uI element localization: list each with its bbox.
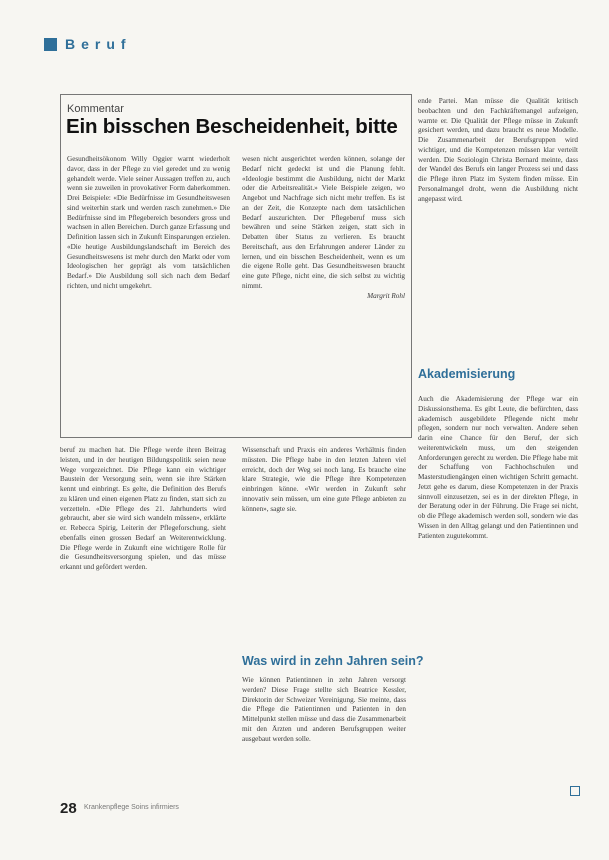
kommentar-box [60, 94, 412, 438]
lower-text-2b: Wie können Patientinnen in zehn Jahren versorgt werden? Diese Frage stellte sich Beatrice Kessler, Direktorin der Schweizer Vereinigung. Sie meinte, dass die Pflege die Patientinnen und Patienten in den Mittelpunkt stellen müsse und dass die Zusammenarbeit mit den Ärzten und anderen Berufsgruppen weiter ausgebaut werden solle. [242, 676, 406, 743]
section-label: Beruf [65, 36, 132, 52]
kommentar-text-1: Gesundheitsökonom Willy Oggier warnt wiederholt davor, dass in der Pflege zu viel geredet und zu wenig gehandelt werde. Viele seiner Aussagen treffen zu, auch wenn sie zuweilen in provokativer Form daherkommen. Drei Beispiele: «Die Bedürfnisse im Gesundheitswesen sind weiterhin stark und werden rasch zunehmen.» Die Bedürfnisse sind im Pflegebereich besonders gross und wachsen in allen Bereichen. Durch ganze Erfassung und Definition lassen sich in Zukunft Einsparungen erzielen. «Die heutige Ausbildungslandschaft im Bereich des Gesundheitswesens ist mehr durch den Markt oder vom Ideologischen her geprägt als vom tatsächlichen Bedarf.» Die Ausbildung soll sich nach dem Bedarf richten, und nicht umgekehrt. [67, 155, 230, 290]
journal-footer: Krankenpflege Soins infirmiers [84, 804, 179, 811]
section-header [44, 36, 132, 52]
kommentar-headline: Ein bisschen Bescheidenheit, bitte [66, 115, 398, 138]
kommentar-kicker: Kommentar [67, 103, 124, 115]
lower-column-2 [242, 446, 406, 646]
kommentar-text-2: wesen nicht ausgerichtet werden können, solange der Bedarf nicht gedeckt ist und die Planung fehlt. «Ideologie bestimmt die Ausbildung, nicht der Markt oder die Arbeitsrealität.» Viele Beispiele zeigen, wo Angebot und Nachfrage sich nicht mehr treffen. Es ist an der Zeit, die Konzepte nach dem tatsächlichen Bedarf auszurichten. Der Pflegeberuf muss sich bewähren und seine Stärken zeigen, statt sich in Debatten über Status zu verlieren. Es braucht Bereitschaft, aus den Erfahrungen anderer Länder zu lernen, und ein bisschen Bescheidenheit, wenn es um die eigene Rolle geht. Das Gesundheitswesen braucht eine gute Pflege, nicht eine, die sich selbst zu wichtig nimmt. [242, 155, 405, 290]
right-column-top [418, 97, 578, 359]
section-marker-square [44, 38, 57, 51]
article-end-mark [570, 786, 580, 796]
lower-text-1: beruf zu machen hat. Die Pflege werde ihren Beitrag leisten, und in der heutigen Bildungspolitik seien neue Wege vorgezeichnet. Die Pflege kann ein wichtiger Baustein der Versorgung sein, wenn sie ihre Stärken kennt und einbringt. Es gelte, die Definition des Berufs zu klären und einen eigenen Platz zu finden, statt sich zu verzetteln. «Die Pflege des 21. Jahrhunderts wird gebraucht, aber sie wird sich wandeln müssen», erklärte er. Rebecca Spirig, Leiterin der Pflegeforschung, sieht ebenfalls einen grossen Bedarf an Weiterentwicklung. Die Pflege werde in Zukunft eine wichtigere Rolle für die Gesundheitsversorgung spielen, und das müsse erkannt und gefördert werden. [60, 446, 226, 571]
kommentar-column-1 [67, 155, 230, 435]
lower-column-2b [242, 676, 406, 796]
subhead-akademisierung: Akademisierung [418, 367, 516, 381]
right-column-bottom [418, 395, 578, 794]
lower-text-2a: Wissenschaft und Praxis ein anderes Verhältnis finden müssten. Die Pflege habe in den letzten Jahren viel erreicht, doch der Weg sei noch lang. Es brauche eine klare Strategie, wie die Pflege ihre Kompetenzen einbringen könne. «Wir werden in Zukunft sehr innovativ sein müssen, um eine gute Pflege anbieten zu können», sagte sie. [242, 446, 406, 513]
subhead-zehn-jahren: Was wird in zehn Jahren sein? [242, 654, 424, 668]
right-text-2: Auch die Akademisierung der Pflege war ein Diskussionsthema. Es gibt Leute, die befürchten, dass akademisch ausgebildete Pflegende nicht mehr pflegen, sondern nur noch verwalten. Andere sehen darin eine Chance für den Beruf, der sich weiterentwickeln muss, um den steigenden Anforderungen gerecht zu werden. Die Pflege habe mit der Schaffung von Fachhochschulen und Masterstudiengängen einen wichtigen Schritt gemacht. Jetzt gehe es darum, diese Kompetenzen in der Praxis sinnvoll einzusetzen, sei es in der direkten Pflege, in der Beratung oder in der Führung. Die Frage sei nicht, ob die Pflege akademisch werden soll, sondern wie das Wissen in den Alltag gelangt und den Patientinnen und Patienten zugutekommt. [418, 395, 578, 540]
kommentar-author: Margrit Rohl [367, 291, 405, 300]
right-text-1: ende Partei. Man müsse die Qualität kritisch beobachten und den Fachkräftemangel aufzeigen, warnte er. Die Qualität der Pflege müsse in Zukunft gesichert werden, und dazu braucht es neue Modelle. Die Zusammenarbeit der Berufsgruppen wird wichtiger, und die Kompetenzen müssen klar verteilt werden. Die Soziologin Christa Bernard meinte, dass der Wandel des Berufs ein langer Prozess sei und dass die Pflege ihren Platz im System finden müsse. Ein Personalmangel droht, wenn die Ausbildung nicht angepasst wird. [418, 97, 578, 203]
lower-column-1 [60, 446, 226, 796]
kommentar-column-2 [242, 155, 405, 435]
page-number: 28 [60, 800, 77, 817]
